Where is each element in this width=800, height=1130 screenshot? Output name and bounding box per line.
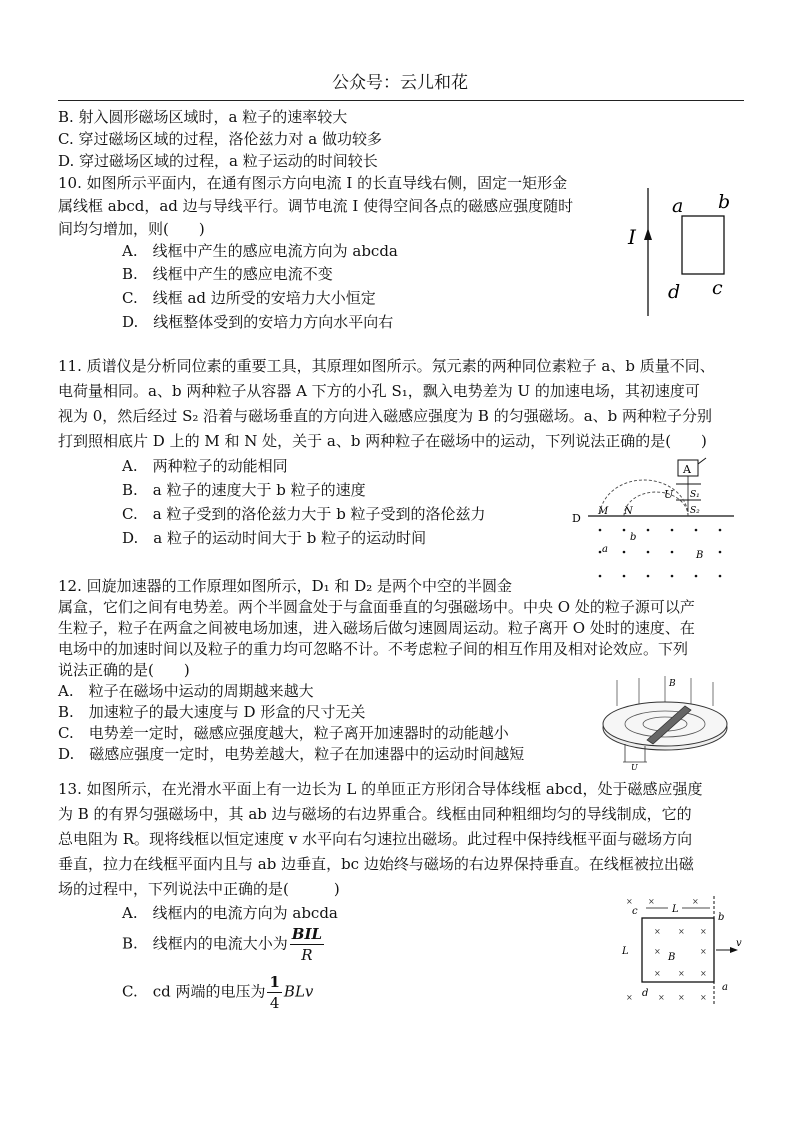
svg-text:×: × <box>626 993 633 1002</box>
label-U: U <box>631 763 638 771</box>
label-L-top: L <box>672 904 679 915</box>
q10-stem-line-1: 10. 如图所示平面内，在通有图示方向电流 I 的长直导线右侧，固定一矩形金 <box>58 174 568 192</box>
q13-stem-line-1: 13. 如图所示，在光滑水平面上有一边长为 L 的单匝正方形闭合导体线框 abcd，处于磁感应强度 <box>58 780 703 798</box>
svg-text:×: × <box>654 969 661 978</box>
label-b: b <box>718 191 731 213</box>
q13-option-a: A. 线框内的电流方向为 abcda <box>122 904 338 922</box>
label-a: a <box>672 195 684 217</box>
q11-stem-line-4: 打到照相底片 D 上的 M 和 N 处，关于 a、b 两种粒子在磁场中的运动，下列说法正确的是( ) <box>58 432 707 450</box>
fraction-denominator: R <box>301 946 313 964</box>
svg-text:×: × <box>678 993 685 1002</box>
label-a: a <box>722 982 728 993</box>
q9-option-d: D. 穿过磁场区域的过程，a 粒子运动的时间较长 <box>58 152 378 170</box>
label-c: c <box>632 906 638 917</box>
label-c: c <box>712 277 723 299</box>
label-B: B <box>696 550 704 561</box>
svg-text:×: × <box>648 897 655 906</box>
path-a <box>600 480 688 516</box>
fraction-one-quarter <box>267 972 281 1013</box>
q13-stem-line-3: 总电阻为 R。现将线框以恒定速度 v 水平向右匀速拉出磁场。此过程中保持线框平面与磁场方向 <box>58 830 693 848</box>
label-A: A <box>683 463 691 476</box>
label-N: N <box>624 506 633 517</box>
fraction-bil-over-r <box>290 924 324 965</box>
q11-option-c: C. a 粒子受到的洛伦兹力大于 b 粒子受到的洛伦兹力 <box>122 505 486 523</box>
header-divider <box>58 100 744 101</box>
label-d: d <box>668 281 681 303</box>
label-current: I <box>628 225 636 249</box>
fraction-denominator: 4 <box>269 994 280 1012</box>
q11-option-d: D. a 粒子的运动时间大于 b 粒子的运动时间 <box>122 529 427 547</box>
q12-stem-line-2: 属盒，它们之间有电势差。两个半圆盒处于与盒面垂直的匀强磁场中。中央 O 处的粒子源可以产 <box>58 598 695 616</box>
q13-stem-line-4: 垂直，拉力在线框平面内且与 ab 边垂直，bc 边始终与磁场的右边界保持垂直。在线框被拉出磁 <box>58 855 694 873</box>
q10-stem-line-3: 间均匀增加，则( ) <box>58 220 205 238</box>
label-D: D <box>572 512 581 525</box>
rect-loop <box>682 216 724 274</box>
path-b <box>624 492 688 516</box>
q11-stem-line-3: 视为 0，然后经过 S₂ 沿着与磁场垂直的方向进入磁感应强度为 B 的匀强磁场。a、b 两种粒子分别 <box>58 407 713 425</box>
q10-option-b: B. 线框中产生的感应电流不变 <box>122 265 333 283</box>
svg-text:×: × <box>692 897 699 906</box>
label-v: v <box>736 938 742 949</box>
current-arrow-icon <box>644 228 652 240</box>
label-a: a <box>602 544 608 555</box>
q10-figure <box>620 188 740 318</box>
q9-option-c: C. 穿过磁场区域的过程，洛伦兹力对 a 做功较多 <box>58 130 382 148</box>
q13-stem-line-2: 为 B 的有界匀强磁场中，其 ab 边与磁场的右边界重合。线框由同种粗细均匀的导线制成，它的 <box>58 805 692 823</box>
q12-stem-line-4: 电场中的加速时间以及粒子的重力均可忽略不计。不考虑粒子间的相互作用及相对论效应。下列 <box>58 640 689 658</box>
svg-text:×: × <box>654 927 661 936</box>
q10-stem-line-2: 属线框 abcd，ad 边与导线平行。调节电流 I 使得空间各点的磁感应强度随时 <box>58 197 574 215</box>
q11-stem-line-1: 11. 质谱仪是分析同位素的重要工具，其原理如图所示。氖元素的两种同位素粒子 a、b 质量不同、 <box>58 357 715 375</box>
q12-stem-line-1: 12. 回旋加速器的工作原理如图所示，D₁ 和 D₂ 是两个中空的半圆金 <box>58 577 513 595</box>
fraction-numerator: BIL <box>291 925 323 943</box>
svg-text:×: × <box>700 947 707 956</box>
label-M: M <box>598 506 609 517</box>
q12-stem-line-3: 生粒子，粒子在两盒之间被电场加速，进入磁场后做匀速圆周运动。粒子离开 O 处时的速度、在 <box>58 619 695 637</box>
q12-option-c: C. 电势差一定时，磁感应强度越大，粒子离开加速器时的动能越小 <box>58 724 509 742</box>
svg-text:×: × <box>700 993 707 1002</box>
q13-option-c <box>122 972 313 1013</box>
page-header-title: 公众号：云儿和花 <box>332 73 468 93</box>
label-B: B <box>669 679 676 689</box>
label-U: U <box>664 488 674 501</box>
q11-stem-line-2: 电荷量相同。a、b 两种粒子从容器 A 下方的小孔 S₁，飘入电势差为 U 的加速电场，其初速度可 <box>58 382 700 400</box>
q13-option-b-prefix: B. 线框内的电流大小为 <box>122 934 288 953</box>
q13-option-c-prefix: C. cd 两端的电压为 <box>122 982 266 1001</box>
svg-text:×: × <box>700 969 707 978</box>
q12-stem-line-5: 说法正确的是( ) <box>58 661 190 679</box>
label-S1: S₁ <box>690 490 700 500</box>
label-b: b <box>718 912 725 923</box>
fraction-numerator: 1 <box>269 973 280 991</box>
q12-option-b: B. 加速粒子的最大速度与 D 形盒的尺寸无关 <box>58 703 366 721</box>
q13-figure <box>618 896 748 1008</box>
svg-text:×: × <box>678 927 685 936</box>
svg-text:×: × <box>654 947 661 956</box>
q10-option-c: C. 线框 ad 边所受的安培力大小恒定 <box>122 289 376 307</box>
q10-option-a: A. 线框中产生的感应电流方向为 abcda <box>122 242 398 260</box>
q11-figure <box>566 456 736 586</box>
q11-option-a: A. 两种粒子的动能相同 <box>122 457 288 475</box>
svg-text:×: × <box>626 897 633 906</box>
q12-option-a: A. 粒子在磁场中运动的周期越来越大 <box>58 682 314 700</box>
label-L-side: L <box>622 946 629 957</box>
q13-option-b <box>122 924 326 965</box>
svg-text:×: × <box>678 969 685 978</box>
label-d: d <box>642 988 649 999</box>
q12-option-d: D. 磁感应强度一定时，电势差越大，粒子在加速器中的运动时间越短 <box>58 745 525 763</box>
q10-option-d: D. 线框整体受到的安培力方向水平向右 <box>122 313 394 331</box>
q12-figure <box>595 676 735 771</box>
label-S2: S₂ <box>690 506 700 516</box>
q11-option-b: B. a 粒子的速度大于 b 粒子的速度 <box>122 481 366 499</box>
label-b: b <box>630 532 637 543</box>
label-B: B <box>668 952 676 963</box>
q9-option-b: B. 射入圆形磁场区域时，a 粒子的速率较大 <box>58 108 348 126</box>
svg-text:×: × <box>700 927 707 936</box>
svg-text:×: × <box>658 993 665 1002</box>
field-crosses <box>626 897 707 1002</box>
q13-stem-line-5: 场的过程中，下列说法中正确的是( ) <box>58 880 340 898</box>
q13-option-c-suffix: BLv <box>283 982 314 1001</box>
